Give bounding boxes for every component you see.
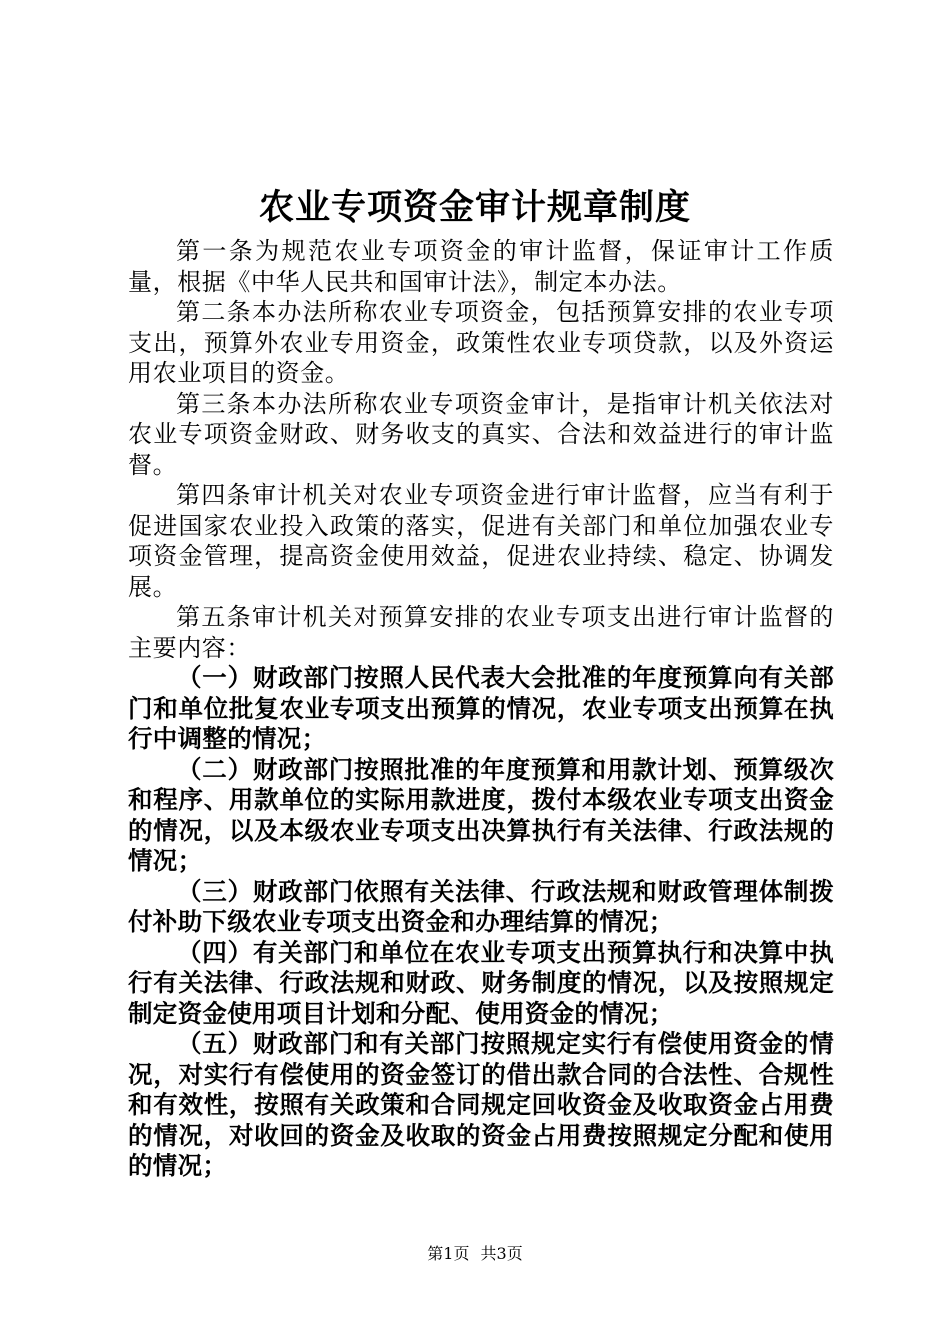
article-3: 第三条本办法所称农业专项资金审计，是指审计机关依法对农业专项资金财政、财务收支的真实、合法和效益进行的审计监督。 bbox=[128, 389, 834, 479]
document-title: 农业专项资金审计规章制度 bbox=[258, 187, 691, 228]
article-1: 第一条为规范农业专项资金的审计监督，保证审计工作质量，根据《中华人民共和国审计法》，制定本办法。 bbox=[128, 237, 834, 296]
document-body bbox=[128, 236, 834, 1182]
article-5-item-5: （五）财政部门和有关部门按照规定实行有偿使用资金的情况，对实行有偿使用的资金签订的借出款合同的合法性、合规性和有效性，按照有关政策和合同规定回收资金及收取资金占用费的情况，对收回的资金及收取的资金占用费按照规定分配和使用的情况； bbox=[128, 1029, 834, 1180]
article-4: 第四条审计机关对农业专项资金进行审计监督，应当有利于促进国家农业投入政策的落实，促进有关部门和单位加强农业专项资金管理，提高资金使用效益，促进农业持续、稳定、协调发展。 bbox=[128, 481, 834, 601]
article-2: 第二条本办法所称农业专项资金，包括预算安排的农业专项支出，预算外农业专用资金，政策性农业专项贷款，以及外资运用农业项目的资金。 bbox=[128, 298, 834, 387]
page-total: 共3页 bbox=[480, 1244, 523, 1263]
article-5-item-1: （一）财政部门按照人民代表大会批准的年度预算向有关部门和单位批复农业专项支出预算的情况，农业专项支出预算在执行中调整的情况； bbox=[128, 663, 834, 753]
article-5-item-3: （三）财政部门依照有关法律、行政法规和财政管理体制拨付补助下级农业专项支出资金和办理结算的情况； bbox=[128, 876, 834, 936]
page-number: 第1页 bbox=[427, 1244, 470, 1263]
page-footer bbox=[0, 1242, 950, 1266]
article-5-item-2: （二）财政部门按照批准的年度预算和用款计划、预算级次和程序、用款单位的实际用款进度，拨付本级农业专项支出资金的情况，以及本级农业专项支出决算执行有关法律、行政法规的情况； bbox=[128, 754, 834, 875]
article-5-item-4: （四）有关部门和单位在农业专项支出预算执行和决算中执行有关法律、行政法规和财政、财务制度的情况，以及按照规定制定资金使用项目计划和分配、使用资金的情况； bbox=[128, 937, 834, 1028]
article-5: 第五条审计机关对预算安排的农业专项支出进行审计监督的主要内容： bbox=[128, 603, 834, 662]
